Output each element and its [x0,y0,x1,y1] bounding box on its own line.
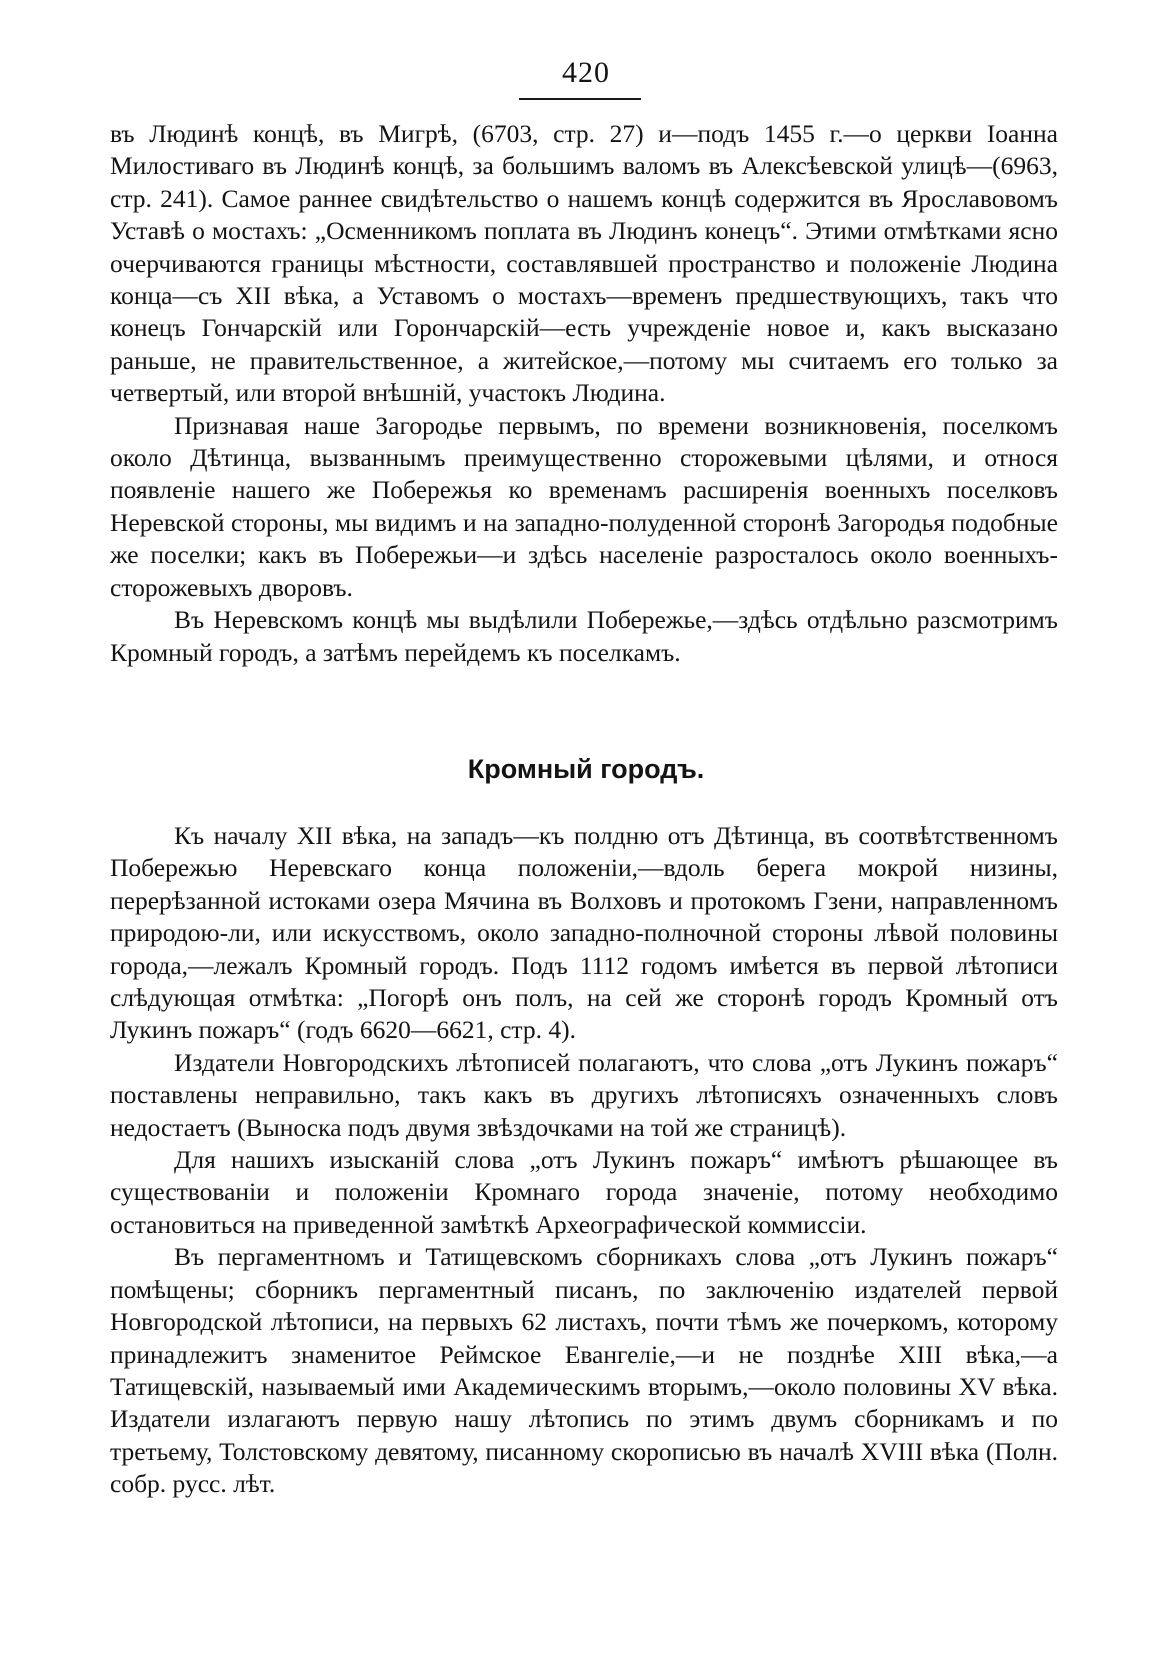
paragraph-3: Въ Неревскомъ концѣ мы выдѣлили Побережье,—здѣсь отдѣльно разсмотримъ Кромный городъ, а затѣмъ перейдемъ къ поселкамъ. [110,605,1058,667]
paragraph-1: въ Людинѣ концѣ, въ Мигрѣ, (6703, стр. 27) и—подъ 1455 г.—о церкви Іоанна Милостиваго въ Людинѣ концѣ, за большимъ валомъ въ Алексѣевской улицѣ—(6963, стр. 241). Самое раннее свидѣтельство о нашемъ концѣ содержится въ Ярославовомъ Уставѣ о мостахъ: „Осменникомъ поплата въ Людинъ конецъ“. Этими отмѣтками ясно очерчиваются границы мѣстности, составлявшей пространство и положеніе Людина конца—съ XII вѣка, а Уставомъ о мостахъ—временъ предшествующихъ, такъ что конецъ Гончарскій или Горончарскій—есть учрежденіе новое и, какъ высказано раньше, не правительственное, а житейское,—потому мы считаемъ его только за четвертый, или второй внѣшній, участокъ Людина. [110,119,1058,408]
paragraph-4: Къ началу XII вѣка, на западъ—къ полдню отъ Дѣтинца, въ соотвѣтственномъ Побережью Неревскаго конца положеніи,—вдоль берега мокрой низины, перерѣзанной истоками озера Мячина въ Волховъ и протокомъ Гзени, направленномъ природою-ли, или искусствомъ, около западно-полночной стороны лѣвой половины города,—лежалъ Кромный городъ. Подъ 1112 годомъ имѣется въ первой лѣтописи слѣдующая отмѣтка: „Погорѣ онъ полъ, на сей же сторонѣ городъ Кромный отъ Лукинъ пожаръ“ (годъ 6620—6621, стр. 4). [110,821,1058,1045]
header-rule [519,98,641,100]
page-header [0,56,1172,95]
body-text-lower [110,820,1058,1501]
paragraph-5: Издатели Новгородскихъ лѣтописей полагаютъ, что слова „отъ Лукинъ пожаръ“ поставлены неправильно, такъ какъ въ другихъ лѣтописяхъ означенныхъ словъ недостаетъ (Выноска подъ двумя звѣздочками на той же страницѣ). [110,1047,1058,1142]
page-number: 420 [562,56,610,89]
body-text-upper [110,118,1058,669]
section-title: Кромный городъ. [467,754,705,784]
paragraph-2: Признавая наше Загородье первымъ, по времени возникновенія, поселкомъ около Дѣтинца, вызваннымъ преимущественно сторожевыми цѣлями, и относя появленіе нашего же Побережья ко временамъ расширенія военныхъ поселковъ Неревской стороны, мы видимъ и на западно-полуденной сторонѣ Загородья подобные же поселки; какъ въ Побережьи—и здѣсь населеніе разросталось около военныхъ-сторожевыхъ дворовъ. [110,410,1058,602]
paragraph-7: Въ пергаментномъ и Татищевскомъ сборникахъ слова „отъ Лукинъ пожаръ“ помѣщены; сборникъ пергаментный писанъ, по заключенію издателей первой Новгородской лѣтописи, на первыхъ 62 листахъ, почти тѣмъ же почеркомъ, которому принадлежитъ знаменитое Реймское Евангеліе,—и не позднѣе XIII вѣка,—а Татищевскій, называемый ими Академическимъ вторымъ,—около половины XV вѣка. Издатели излагаютъ первую нашу лѣтопись по этимъ двумъ сборникамъ и по третьему, Толстовскому девятому, писанному скорописью въ началѣ XVIII вѣка (Полн. собр. русс. лѣт. [110,1242,1058,1499]
paragraph-6: Для нашихъ изысканій слова „отъ Лукинъ пожаръ“ имѣютъ рѣшающее въ существованіи и положеніи Кромнаго города значеніе, потому необходимо остановиться на приведенной замѣткѣ Археографической коммиссіи. [110,1145,1058,1239]
